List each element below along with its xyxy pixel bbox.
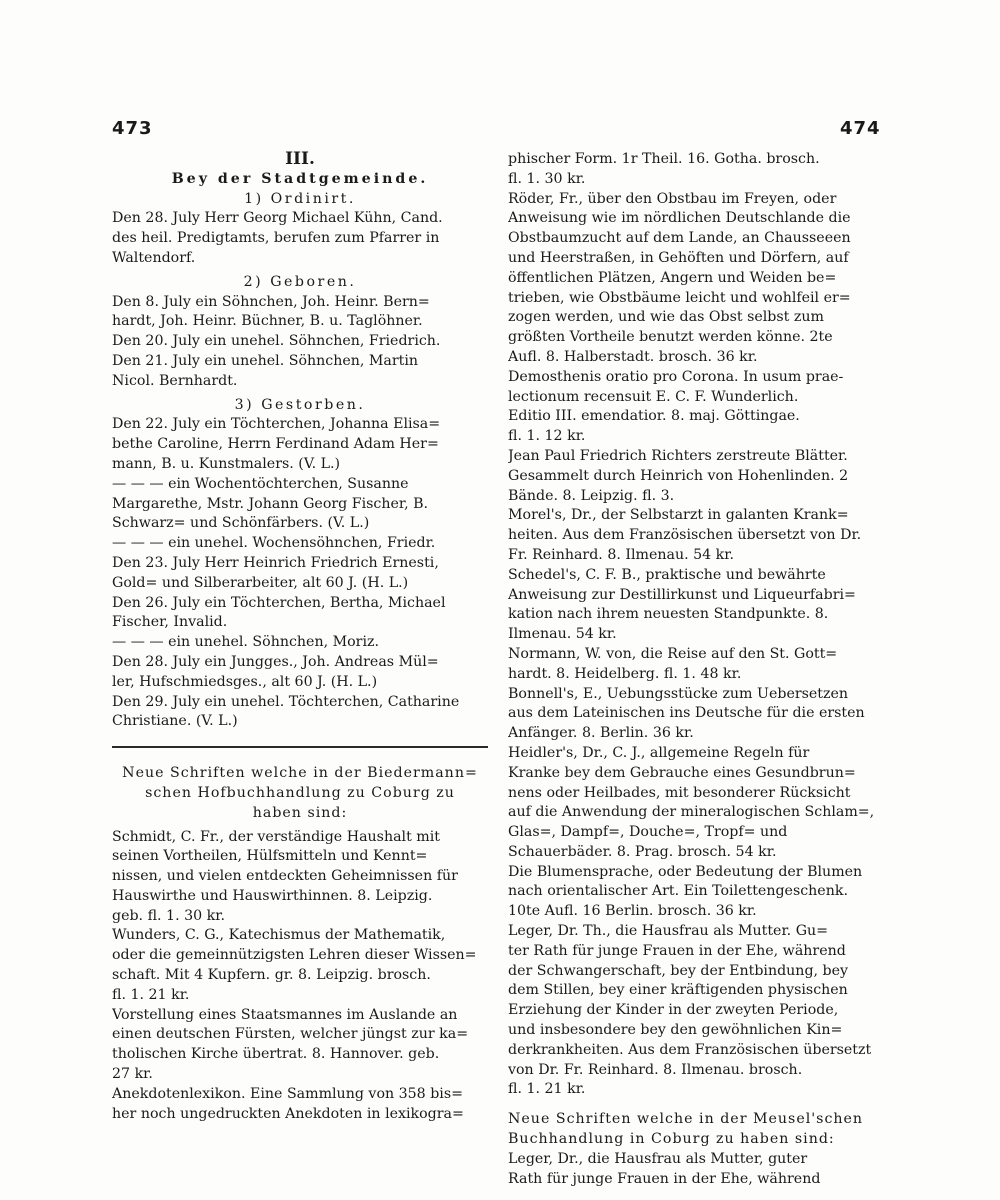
text-line: Den 21. July ein unehel. Söhnchen, Martin [112,352,419,369]
text-line: zogen werden, und wie das Obst selbst zum [508,309,824,326]
text-line: der Schwangerschaft, bey der Entbindung, bey [508,962,849,979]
text-line: einen deutschen Fürsten, welcher jüngst zur ka= [112,1026,469,1043]
text-line: Ilmenau. 54 kr. [508,626,617,643]
text-line: Den 26. July ein Töchterchen, Bertha, Michael [112,594,446,611]
text-line: lectionum recensuit E. C. F. Wunderlich. [508,388,799,405]
text-line: schaft. Mit 4 Kupfern. gr. 8. Leipzig. brosch. [112,967,431,984]
text-line: Den 22. July ein Töchterchen, Johanna Elisa= [112,416,441,433]
text-line: fl. 1. 21 kr. [508,1081,586,1098]
text-line: Den 23. July Herr Heinrich Friedrich Ernesti, [112,554,439,571]
text-line: auf die Anwendung der mineralogischen Schlam=, [508,804,875,821]
text-line: Den 29. July ein unehel. Töchterchen, Catharine [112,693,460,710]
text-line: Aufl. 8. Halberstadt. brosch. 36 kr. [508,348,758,365]
text-line: Normann, W. von, die Reise auf den St. Gott= [508,645,838,662]
text-line: — — — ein unehel. Wochensöhnchen, Friedr. [112,535,436,552]
text-line: — — — ein Wochentöchterchen, Susanne [112,475,409,492]
text-line: Fr. Reinhard. 8. Ilmenau. 54 kr. [508,546,734,563]
book-list-entries [112,828,488,1125]
text-line: von Dr. Fr. Reinhard. 8. Ilmenau. brosch. [508,1061,803,1078]
text-line: nach orientalischer Art. Ein Toilettengeschenk. [508,883,848,900]
text-line: Bonnell's, E., Uebungsstücke zum Uebersetzen [508,685,849,702]
text-line: nissen, und vielen entdeckten Geheimnissen für [112,868,458,885]
section-number: III. [285,150,315,169]
text-line: Die Blumensprache, oder Bedeutung der Blumen [508,863,863,880]
section-title: Bey der Stadtgemeinde. [171,170,429,187]
text-line: Editio III. emendatior. 8. maj. Göttingae. [508,408,800,425]
heading-line: Neue Schriften welche in der Biedermann= [122,765,478,782]
text-line: dem Stillen, bey einer kräftigenden physischen [508,982,848,999]
text-line: ler, Hufschmiedsges., alt 60 J. (H. L.) [112,673,378,690]
heading-line: schen Hofbuchhandlung zu Coburg zu [145,784,455,801]
text-line: her noch ungedruckten Anekdoten in lexikogra= [112,1105,464,1122]
meusel-book-list-heading [508,1110,882,1150]
text-line: fl. 1. 30 kr. [508,170,586,187]
text-line: aus dem Lateinischen ins Deutsche für die ersten [508,705,865,722]
geboren-heading: 2) Geboren. [243,273,357,290]
text-line: Christiane. (V. L.) [112,713,238,730]
gestorben-heading: 3) Gestorben. [234,396,366,413]
text-line: tholischen Kirche übertrat. 8. Hannover. geb. [112,1046,440,1063]
text-line: und insbesondere bey den gewöhnlichen Kin= [508,1022,843,1039]
text-line: seinen Vortheilen, Hülfsmitteln und Kennt= [112,848,428,865]
text-line: bethe Caroline, Herrn Ferdinand Adam Her= [112,436,439,453]
geboren-entries [112,293,488,392]
text-line: und Heerstraßen, in Gehöften und Dörfern, auf [508,249,849,266]
text-line: Den 28. July Herr Georg Michael Kühn, Cand. [112,210,443,227]
text-line: 27 kr. [112,1066,153,1083]
text-line: Leger, Dr., die Hausfrau als Mutter, guter [508,1150,808,1167]
section-divider [112,746,488,748]
text-line: ter Rath für junge Frauen in der Ehe, während [508,942,846,959]
text-line: fl. 1. 21 kr. [112,986,190,1003]
text-line: — — — ein unehel. Söhnchen, Moriz. [112,634,379,651]
text-line: trieben, wie Obstbäume leicht und wohlfeil er= [508,289,851,306]
text-line: Den 8. July ein Söhnchen, Joh. Heinr. Bern= [112,293,430,310]
left-column [112,150,488,1124]
text-line: Gesammelt durch Heinrich von Hohenlinden. 2 [508,467,849,484]
text-line: Vorstellung eines Staatsmannes im Auslande an [112,1006,458,1023]
gestorben-entries [112,415,488,732]
text-line: Den 20. July ein unehel. Söhnchen, Friedrich. [112,333,441,350]
text-line: des heil. Predigtamts, berufen zum Pfarrer in [112,230,440,247]
meusel-book-entries [508,1150,882,1190]
text-line: Obstbaumzucht auf dem Lande, an Chausseeen [508,230,851,247]
text-line: Schedel's, C. F. B., praktische und bewährte [508,566,826,583]
ordinirt-entries [112,209,488,268]
text-line: Rath für junge Frauen in der Ehe, während [508,1170,821,1187]
text-line: nens oder Heilbades, mit besonderer Rücksicht [508,784,851,801]
text-line: Schwarz= und Schönfärbers. (V. L.) [112,515,370,532]
text-line: Hauswirthe und Hauswirthinnen. 8. Leipzig. [112,887,433,904]
page-number-left: 473 [112,118,153,139]
text-line: Waltendorf. [112,249,196,266]
text-line: Anweisung zur Destillirkunst und Liqueurfabri= [508,586,856,603]
text-line: hardt, Joh. Heinr. Büchner, B. u. Taglöhner. [112,313,423,330]
text-line: Gold= und Silberarbeiter, alt 60 J. (H. L.) [112,574,409,591]
text-line: Leger, Dr. Th., die Hausfrau als Mutter. Gu= [508,923,829,940]
text-line: fl. 1. 12 kr. [508,428,586,445]
text-line: Anekdotenlexikon. Eine Sammlung von 358 bis= [112,1085,464,1102]
text-line: öffentlichen Plätzen, Angern und Weiden be= [508,269,837,286]
text-line: Schauerbäder. 8. Prag. brosch. 54 kr. [508,843,777,860]
text-line: Margarethe, Mstr. Johann Georg Fischer, B. [112,495,429,512]
text-line: Kranke bey dem Gebrauche eines Gesundbrun= [508,764,856,781]
text-line: Röder, Fr., über den Obstbau im Freyen, oder [508,190,837,207]
text-line: heiten. Aus dem Französischen übersetzt von Dr. [508,527,862,544]
right-column [508,150,882,1189]
text-line: Den 28. July ein Jungges., Joh. Andreas Mül= [112,653,439,670]
text-line: Bände. 8. Leipzig. fl. 3. [508,487,675,504]
book-list-heading [112,764,488,823]
text-line: derkrankheiten. Aus dem Französischen übersetzt [508,1041,872,1058]
text-line: Anweisung wie im nördlichen Deutschlande die [508,210,851,227]
text-line: oder die gemeinnützigsten Lehren dieser Wissen= [112,947,477,964]
ordinirt-heading: 1) Ordinirt. [244,190,356,207]
text-line: hardt. 8. Heidelberg. fl. 1. 48 kr. [508,665,742,682]
text-line: Morel's, Dr., der Selbstarzt in galanten Krank= [508,507,849,524]
text-line: größten Vortheile benutzt werden könne. 2te [508,329,833,346]
text-line: Schmidt, C. Fr., der verständige Haushalt mit [112,828,440,845]
text-line: Nicol. Bernhardt. [112,372,238,389]
right-book-entries [508,150,882,1100]
text-line: geb. fl. 1. 30 kr. [112,907,225,924]
text-line: phischer Form. 1r Theil. 16. Gotha. brosch. [508,151,820,167]
heading-line: haben sind: [252,804,348,821]
page-number-right: 474 [840,118,881,139]
text-line: kation nach ihrem neuesten Standpunkte. 8. [508,606,829,623]
text-line: 10te Aufl. 16 Berlin. brosch. 36 kr. [508,903,757,920]
heading-line: Neue Schriften welche in der Meusel'schen [508,1111,864,1128]
text-line: Jean Paul Friedrich Richters zerstreute Blätter. [508,447,848,464]
text-line: Erziehung der Kinder in der zweyten Periode, [508,1002,839,1019]
text-line: Fischer, Invalid. [112,614,228,631]
text-line: Demosthenis oratio pro Corona. In usum prae- [508,368,844,385]
text-line: Heidler's, Dr., C. J., allgemeine Regeln für [508,744,810,761]
text-line: Anfänger. 8. Berlin. 36 kr. [508,725,694,742]
text-line: Wunders, C. G., Katechismus der Mathematik, [112,927,446,944]
text-line: mann, B. u. Kunstmalers. (V. L.) [112,455,341,472]
text-line: Glas=, Dampf=, Douche=, Tropf= und [508,824,788,841]
heading-line: Buchhandlung in Coburg zu haben sind: [508,1131,835,1148]
